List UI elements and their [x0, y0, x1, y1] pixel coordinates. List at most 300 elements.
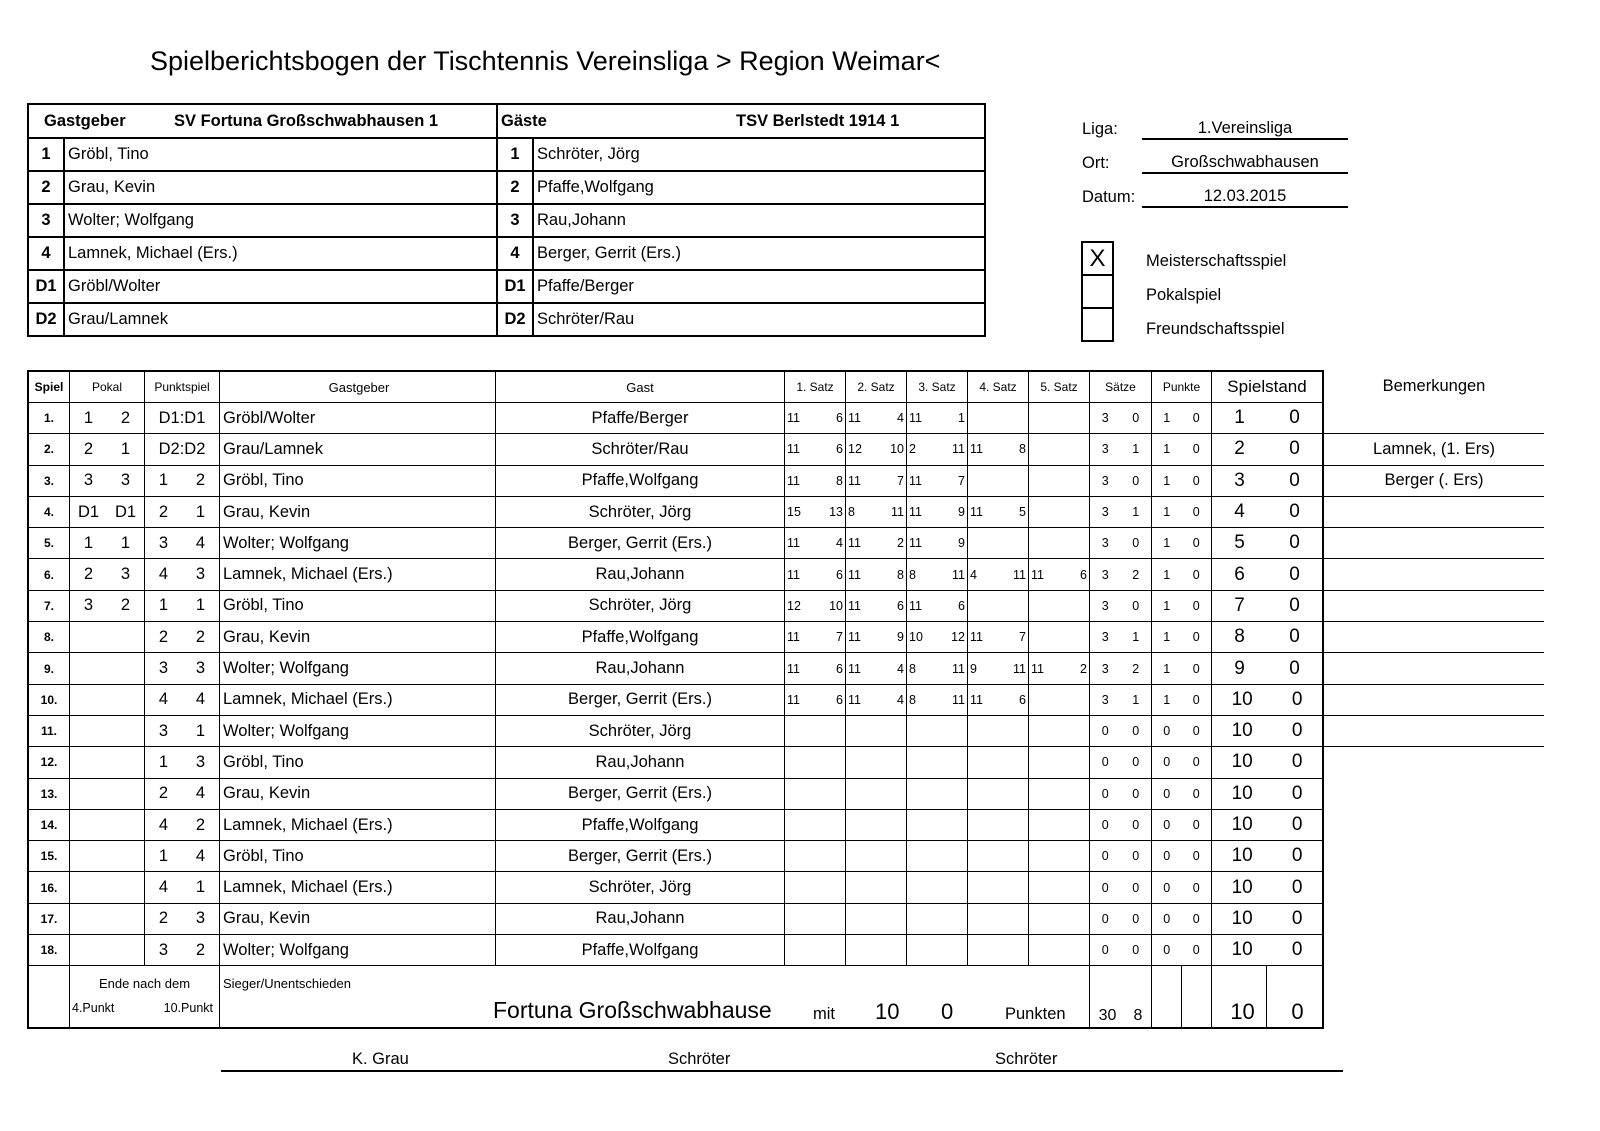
saetze-home: 0 — [1101, 849, 1109, 864]
game-bemerkung — [1323, 559, 1544, 590]
saetze-guest: 0 — [1132, 536, 1140, 551]
sieger-label: Sieger/Unentschieden — [223, 976, 351, 992]
game-spielstand — [1212, 841, 1324, 872]
punktspiel-home: 1 — [158, 596, 169, 615]
signature-referee: Schröter — [995, 1050, 1058, 1068]
set-guest: 9 — [897, 630, 904, 645]
stand-guest: 0 — [1289, 626, 1300, 648]
punkte-guest: 0 — [1192, 943, 1200, 958]
set-guest: 5 — [1019, 505, 1026, 520]
game-set-2 — [846, 559, 907, 590]
pokal-guest: 3 — [120, 565, 131, 584]
game-punkte — [1152, 496, 1212, 527]
guest-player-name: Pfaffe/Berger — [533, 270, 985, 303]
guest-player-name: Berger, Gerrit (Ers.) — [533, 237, 985, 270]
punkte-guest: 0 — [1192, 911, 1200, 926]
saetze-guest: 0 — [1132, 849, 1140, 864]
game-set-4 — [968, 622, 1029, 653]
guest-player-name: Schröter, Jörg — [533, 138, 985, 171]
punkte-guest: 0 — [1192, 598, 1200, 613]
game-set-5 — [1029, 528, 1090, 559]
game-punktspiel — [145, 434, 220, 465]
game-set-2 — [846, 590, 907, 621]
game-punkte — [1152, 559, 1212, 590]
game-home-player: Grau, Kevin — [220, 903, 496, 934]
game-spielstand — [1212, 778, 1324, 809]
game-bemerkung: Berger (. Ers) — [1323, 465, 1544, 496]
ende-punkt-4: 4.Punkt — [72, 1001, 115, 1016]
game-bemerkung — [1323, 403, 1544, 434]
col-spielstand: Spielstand — [1212, 371, 1324, 403]
punktspiel-guest: 4 — [195, 690, 206, 709]
game-punktspiel — [145, 872, 220, 903]
ort-value: Großschwabhausen — [1142, 153, 1348, 174]
game-number: 16. — [28, 872, 70, 903]
saetze-home: 0 — [1101, 818, 1109, 832]
game-punktspiel — [145, 809, 220, 840]
game-saetze — [1090, 434, 1152, 465]
punktspiel-guest: 2 — [195, 815, 206, 834]
game-set-3 — [907, 778, 968, 809]
game-row — [28, 715, 1544, 746]
punkte-guest: 0 — [1192, 724, 1200, 739]
game-bemerkung — [1323, 841, 1544, 872]
stand-home: 5 — [1234, 532, 1245, 554]
game-set-3 — [907, 465, 968, 496]
game-set-4 — [968, 465, 1029, 496]
set-home: 11 — [787, 630, 800, 645]
game-pokal — [70, 496, 145, 527]
game-pokal — [70, 403, 145, 434]
game-saetze — [1090, 715, 1152, 746]
saetze-guest: 0 — [1132, 786, 1140, 801]
saetze-home: 3 — [1101, 598, 1109, 613]
game-number: 5. — [28, 528, 70, 559]
game-spielstand — [1212, 747, 1324, 778]
game-set-1 — [785, 872, 846, 903]
game-set-5 — [1029, 622, 1090, 653]
guest-player-number: D1 — [497, 270, 533, 303]
punktspiel-guest: 4 — [195, 533, 206, 552]
game-home-player: Lamnek, Michael (Ers.) — [220, 684, 496, 715]
game-guest-player: Rau,Johann — [496, 747, 785, 778]
stand-guest: 0 — [1289, 469, 1300, 491]
punktspiel-guest: 4 — [195, 784, 206, 803]
game-set-1 — [785, 903, 846, 934]
total-saetze-home: 30 — [1098, 1006, 1117, 1024]
checkbox-freundschaft[interactable] — [1081, 309, 1114, 342]
game-home-player: Gröbl, Tino — [220, 465, 496, 496]
saetze-guest: 0 — [1132, 818, 1140, 832]
game-row — [28, 403, 1544, 434]
game-pokal — [70, 841, 145, 872]
game-punkte — [1152, 622, 1212, 653]
saetze-home: 3 — [1101, 473, 1109, 488]
guest-player-number: 1 — [497, 138, 533, 171]
punkte-guest: 0 — [1192, 818, 1200, 832]
game-set-1 — [785, 528, 846, 559]
game-set-1 — [785, 653, 846, 684]
pokal-home: 1 — [83, 408, 94, 427]
saetze-home: 3 — [1101, 567, 1109, 582]
game-set-5 — [1029, 715, 1090, 746]
checkbox-meisterschaft[interactable]: X — [1081, 241, 1114, 276]
pokal-guest: 1 — [120, 533, 131, 552]
game-set-5 — [1029, 653, 1090, 684]
col-satz2: 2. Satz — [846, 371, 907, 403]
game-bemerkung — [1323, 684, 1544, 715]
roster-table — [27, 103, 986, 337]
roster-row — [28, 204, 985, 237]
game-spielstand — [1212, 559, 1324, 590]
game-set-4 — [968, 809, 1029, 840]
saetze-home: 3 — [1101, 692, 1109, 707]
game-set-3 — [907, 715, 968, 746]
game-set-5 — [1029, 590, 1090, 621]
game-pokal — [70, 935, 145, 966]
stand-home: 10 — [1231, 814, 1253, 835]
game-pokal — [70, 903, 145, 934]
checkbox-pokal[interactable] — [1081, 276, 1114, 309]
guest-label: Gäste — [501, 111, 547, 130]
home-player-number: 4 — [28, 237, 64, 270]
stand-home: 10 — [1231, 907, 1253, 929]
roster-row — [28, 237, 985, 270]
set-home: 11 — [848, 536, 861, 551]
set-home: 11 — [909, 598, 922, 613]
set-home: 11 — [787, 442, 800, 457]
game-row — [28, 434, 1544, 465]
mit-label: mit — [813, 1005, 835, 1024]
game-punktspiel — [145, 747, 220, 778]
col-satz4: 4. Satz — [968, 371, 1029, 403]
stand-guest: 0 — [1291, 876, 1303, 898]
set-guest: 2 — [897, 536, 904, 551]
game-set-4 — [968, 590, 1029, 621]
game-home-player: Wolter; Wolfgang — [220, 715, 496, 746]
game-set-2 — [846, 653, 907, 684]
game-set-5 — [1029, 496, 1090, 527]
game-home-player: Lamnek, Michael (Ers.) — [220, 809, 496, 840]
game-pokal — [70, 778, 145, 809]
game-number: 17. — [28, 903, 70, 934]
game-set-3 — [907, 403, 968, 434]
roster-row — [28, 171, 985, 204]
set-guest: 9 — [958, 536, 965, 551]
set-home: 11 — [970, 692, 983, 707]
game-set-4 — [968, 434, 1029, 465]
game-spielstand — [1212, 622, 1324, 653]
game-set-3 — [907, 434, 968, 465]
game-row — [28, 841, 1544, 872]
game-number: 18. — [28, 935, 70, 966]
game-home-player: Gröbl, Tino — [220, 590, 496, 621]
game-set-3 — [907, 653, 968, 684]
game-pokal — [70, 684, 145, 715]
game-set-1 — [785, 434, 846, 465]
guest-team: TSV Berlstedt 1914 1 — [736, 111, 900, 130]
game-pokal — [70, 809, 145, 840]
label-pokal: Pokalspiel — [1146, 286, 1222, 304]
set-guest: 6 — [836, 692, 843, 707]
game-number: 15. — [28, 841, 70, 872]
saetze-guest: 0 — [1132, 724, 1140, 739]
saetze-home: 0 — [1101, 786, 1109, 801]
game-guest-player: Schröter, Jörg — [496, 715, 785, 746]
game-home-player: Grau/Lamnek — [220, 434, 496, 465]
set-guest: 8 — [897, 567, 904, 582]
set-guest: 11 — [1013, 661, 1026, 676]
saetze-home: 3 — [1101, 442, 1109, 457]
game-number: 2. — [28, 434, 70, 465]
total-saetze-guest: 8 — [1133, 1006, 1143, 1024]
set-home: 11 — [848, 692, 861, 707]
pokal-guest: 1 — [120, 439, 131, 458]
total-saetze — [1090, 966, 1152, 1028]
game-set-2 — [846, 496, 907, 527]
game-home-player: Grau, Kevin — [220, 778, 496, 809]
punkte-guest: 0 — [1192, 536, 1200, 551]
home-player-number: 2 — [28, 171, 64, 204]
game-saetze — [1090, 528, 1152, 559]
set-guest: 4 — [836, 536, 843, 551]
game-spielstand — [1212, 653, 1324, 684]
game-row — [28, 590, 1544, 621]
punkte-home: 1 — [1163, 505, 1171, 520]
total-stand — [1212, 966, 1324, 1028]
game-number: 8. — [28, 622, 70, 653]
game-guest-player: Schröter/Rau — [496, 434, 785, 465]
punkte-home: 1 — [1163, 692, 1171, 707]
game-saetze — [1090, 590, 1152, 621]
game-number: 10. — [28, 684, 70, 715]
set-home: 11 — [848, 567, 861, 582]
total-stand-home: 10 — [1230, 998, 1255, 1024]
col-satz1: 1. Satz — [785, 371, 846, 403]
game-set-1 — [785, 559, 846, 590]
game-guest-player: Schröter, Jörg — [496, 496, 785, 527]
punkte-home: 0 — [1163, 943, 1171, 958]
set-guest: 7 — [897, 473, 904, 488]
game-pokal — [70, 434, 145, 465]
game-set-2 — [846, 434, 907, 465]
game-bemerkung — [1323, 747, 1544, 778]
game-set-5 — [1029, 903, 1090, 934]
pokal-home: 1 — [83, 533, 94, 552]
set-home: 11 — [848, 598, 861, 613]
punkte-guest: 0 — [1192, 880, 1200, 895]
saetze-home: 0 — [1101, 911, 1109, 926]
punktspiel-guest: 2 — [195, 471, 206, 490]
stand-guest: 0 — [1291, 688, 1303, 710]
game-row — [28, 528, 1544, 559]
set-home: 11 — [787, 411, 800, 426]
game-punkte — [1152, 528, 1212, 559]
saetze-guest: 1 — [1132, 505, 1140, 520]
set-guest: 7 — [1019, 630, 1026, 645]
set-guest: 4 — [897, 692, 904, 707]
pokal-home: 2 — [83, 439, 94, 458]
punktspiel-guest: 2 — [195, 940, 206, 959]
game-punkte — [1152, 841, 1212, 872]
set-home: 11 — [787, 692, 800, 707]
game-spielstand — [1212, 528, 1324, 559]
game-saetze — [1090, 841, 1152, 872]
stand-home: 10 — [1231, 720, 1253, 742]
game-set-1 — [785, 809, 846, 840]
game-number: 6. — [28, 559, 70, 590]
stand-guest: 0 — [1291, 939, 1303, 961]
game-set-4 — [968, 403, 1029, 434]
home-player-name: Wolter; Wolfgang — [64, 204, 497, 237]
game-punktspiel — [145, 496, 220, 527]
home-player-name: Grau/Lamnek — [64, 303, 497, 336]
set-home: 4 — [970, 567, 977, 582]
col-spiel: Spiel — [28, 371, 70, 403]
game-set-2 — [846, 903, 907, 934]
home-player-name: Lamnek, Michael (Ers.) — [64, 237, 497, 270]
game-punkte — [1152, 715, 1212, 746]
col-saetze: Sätze — [1090, 371, 1152, 403]
set-home: 2 — [909, 442, 916, 457]
set-home: 15 — [787, 505, 801, 520]
label-freundschaft: Freundschaftsspiel — [1146, 320, 1285, 338]
game-set-3 — [907, 559, 968, 590]
punkte-guest: 0 — [1192, 505, 1200, 520]
game-set-4 — [968, 872, 1029, 903]
stand-guest: 0 — [1289, 532, 1300, 554]
game-pokal — [70, 622, 145, 653]
set-home: 11 — [970, 630, 983, 645]
set-guest: 9 — [958, 505, 965, 520]
set-home: 12 — [848, 442, 862, 457]
game-set-2 — [846, 778, 907, 809]
punkte-home: 0 — [1163, 849, 1171, 864]
game-punkte — [1152, 403, 1212, 434]
saetze-home: 0 — [1101, 755, 1109, 770]
set-home: 10 — [909, 630, 923, 645]
punkte-home: 0 — [1163, 818, 1171, 832]
game-bemerkung — [1323, 809, 1544, 840]
game-set-2 — [846, 528, 907, 559]
punkte-guest: 0 — [1192, 630, 1200, 645]
set-home: 8 — [909, 661, 916, 676]
game-guest-player: Pfaffe/Berger — [496, 403, 785, 434]
saetze-home: 3 — [1101, 630, 1109, 645]
punktspiel-guest: 1 — [195, 596, 206, 615]
game-pokal — [70, 872, 145, 903]
punkte-home: 1 — [1163, 598, 1171, 613]
guest-player-number: 2 — [497, 171, 533, 204]
game-punktspiel — [145, 903, 220, 934]
set-guest: 11 — [952, 442, 965, 457]
set-guest: 6 — [1019, 692, 1026, 707]
punktspiel-home: 4 — [158, 690, 169, 709]
roster-row — [28, 303, 985, 336]
game-punkte — [1152, 465, 1212, 496]
game-set-5 — [1029, 559, 1090, 590]
saetze-guest: 0 — [1132, 411, 1140, 426]
page-title: Spielberichtsbogen der Tischtennis Vereinsliga > Region Weimar< — [150, 46, 941, 76]
game-guest-player: Schröter, Jörg — [496, 872, 785, 903]
game-set-2 — [846, 872, 907, 903]
col-gast: Gast — [496, 371, 785, 403]
game-punktspiel — [145, 935, 220, 966]
punkte-home: 1 — [1163, 442, 1171, 457]
game-spielstand — [1212, 465, 1324, 496]
game-number: 14. — [28, 809, 70, 840]
stand-guest: 0 — [1291, 814, 1303, 835]
saetze-guest: 0 — [1132, 598, 1140, 613]
game-set-5 — [1029, 465, 1090, 496]
punkte-guest: 0 — [1192, 661, 1200, 676]
stand-guest: 0 — [1291, 907, 1303, 929]
total-punkte — [1152, 966, 1212, 1028]
game-number: 3. — [28, 465, 70, 496]
pokal-home: 3 — [83, 596, 94, 615]
stand-guest: 0 — [1291, 751, 1303, 773]
game-punktspiel — [145, 841, 220, 872]
punkte-guest: 0 — [1192, 692, 1200, 707]
game-set-4 — [968, 747, 1029, 778]
game-set-1 — [785, 778, 846, 809]
game-pokal — [70, 715, 145, 746]
game-saetze — [1090, 778, 1152, 809]
punkte-guest: 0 — [1192, 786, 1200, 801]
game-set-1 — [785, 747, 846, 778]
saetze-home: 3 — [1101, 411, 1109, 426]
game-bemerkung — [1323, 935, 1544, 966]
game-set-2 — [846, 465, 907, 496]
punkte-guest: 0 — [1192, 849, 1200, 864]
game-set-3 — [907, 903, 968, 934]
stand-guest: 0 — [1289, 594, 1300, 616]
punkte-guest: 0 — [1192, 411, 1200, 426]
game-spielstand — [1212, 496, 1324, 527]
punktspiel-home: 1 — [158, 752, 169, 771]
game-guest-player: Berger, Gerrit (Ers.) — [496, 684, 785, 715]
stand-home: 7 — [1234, 594, 1245, 616]
saetze-guest: 0 — [1132, 473, 1140, 488]
punktspiel-home: 1 — [158, 846, 169, 865]
saetze-home: 0 — [1101, 724, 1109, 739]
stand-guest: 0 — [1291, 845, 1303, 867]
game-set-5 — [1029, 778, 1090, 809]
home-player-number: D1 — [28, 270, 64, 303]
game-bemerkung: Lamnek, (1. Ers) — [1323, 434, 1544, 465]
set-home: 8 — [909, 567, 916, 582]
game-row — [28, 496, 1544, 527]
guest-header — [497, 104, 985, 138]
total-stand-guest: 0 — [1291, 998, 1304, 1024]
game-home-player: Gröbl, Tino — [220, 747, 496, 778]
pokal-guest: 2 — [120, 408, 131, 427]
punkte-guest: 0 — [1192, 473, 1200, 488]
set-guest: 11 — [952, 661, 965, 676]
game-pokal — [70, 465, 145, 496]
stand-guest: 0 — [1291, 782, 1303, 804]
saetze-home: 0 — [1101, 880, 1109, 895]
game-spielstand — [1212, 403, 1324, 434]
game-spielstand — [1212, 809, 1324, 840]
set-home: 11 — [848, 630, 861, 645]
game-pokal — [70, 590, 145, 621]
game-punkte — [1152, 903, 1212, 934]
game-row — [28, 778, 1544, 809]
game-set-2 — [846, 935, 907, 966]
stand-home: 1 — [1234, 407, 1245, 429]
game-bemerkung — [1323, 715, 1544, 746]
